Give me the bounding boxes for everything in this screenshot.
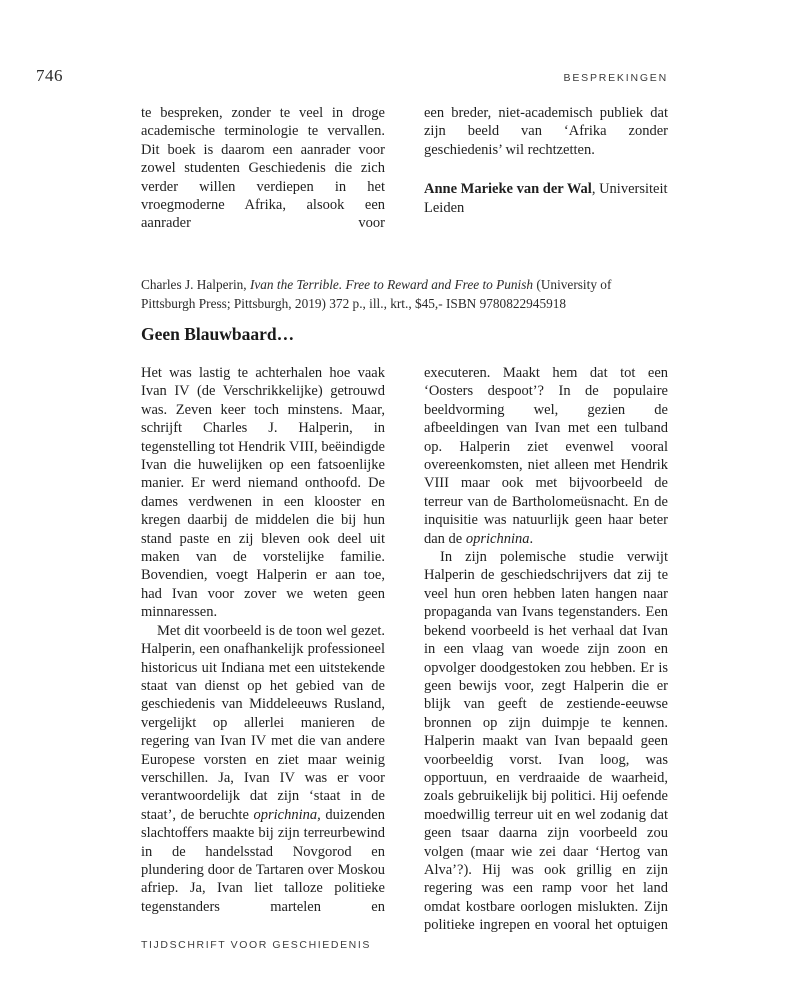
- page-number: 746: [36, 66, 63, 85]
- reviewer-signature: [424, 180, 668, 217]
- journal-footer: TIJDSCHRIFT VOOR GESCHIEDENIS: [141, 939, 371, 951]
- paragraph: Charles J. Halperin, Ivan the Terrible. Free to Reward and Free to Punish (University of Pittsburgh Press; Pittsburgh, 2019) 372 p., ill., krt., $45,- ISBN 9780822945918: [141, 277, 612, 311]
- book-citation: [141, 276, 668, 313]
- review-title: Geen Blauwbaard…: [141, 324, 295, 344]
- previous-review-right-column: [424, 104, 668, 233]
- previous-review-left-column: [141, 104, 385, 233]
- page-header: [36, 66, 668, 86]
- paragraph: In zijn polemische studie verwijt Halperin de geschiedschrijvers dat zij te veel hun oren hebben laten hangen naar propaganda van Ivans tegenstanders. Een bekend voorbeeld is het verhaal dat Ivan in een vlaag van woede zijn zoon en opvolger doodgestoken zou hebben. Er is geen bewijs voor, zegt Halperin die er blijk van geeft de zestiende-eeuwse bronnen op zijn duimpje te kennen. Halperin maakt van Ivan bepaald geen voorbeeldig vorst. Ivan loog, was opportuun, en verdraaide de waarheid, zoals gebruikelijk bij politici. Hij oefende moedwillig terreur uit en wel zodanig dat geen tsaar daarna zijn voorbeeld zou volgen (maar wie zei daar ‘Hertog van Alva’?). Hij was ook grillig en zijn regering was een ramp voor het land omdat kostbare oorlogen mislukten. Zijn politieke ingrepen en vooral het optuigen: [424, 549, 668, 934]
- paragraph: een breder, niet-academisch publiek dat zijn beeld van ‘Afrika zonder geschiedenis’ wil rechtzetten.: [424, 105, 668, 158]
- paragraph: Met dit voorbeeld is de toon wel gezet. Halperin, een onafhankelijk professioneel historicus uit Indiana met een uitstekende staat van dienst op het gebied van de geschiedenis van Middeleeuws Rusland, vergelijkt op allerlei manieren de regering van Ivan IV met die van andere Europese vorsten en ziet maar weinig verschillen. Ja, Ivan IV was er voor verantwoordelijk dat zijn ‘staat in de staat’, de beruchte oprichnina, duizenden slachtoffers maakte bij zijn terreurbewind in de handelsstad Novgorod en plundering door de Tartaren over Moskou afriep. Ja, Ivan liet talloze politieke tegenstanders martelen en: [141, 622, 385, 915]
- paragraph: te bespreken, zonder te veel in droge academische terminologie te vervallen. Dit boek is daarom een aanrader voor zowel studenten Geschiedenis die zich verder willen verdiepen in het vroegmoderne Afrika, alsook een aanrader voor: [141, 105, 385, 232]
- paragraph: executeren. Maakt hem dat tot een ‘Oosters despoot’? In de populaire beeldvorming wel, gezien de afbeeldingen van Ivan met een tulband op. Halperin ziet evenwel vooral overeenkomsten, niet alleen met Hendrik VIII maar ook met bijvoorbeeld de terreur van de Bartholomeüsnacht. En de inquisitie was natuurlijk geen haar beter dan de oprichnina.: [424, 365, 668, 547]
- review-body-right-column: [424, 364, 668, 935]
- reviewer-affiliation: , Universiteit Leiden: [424, 181, 668, 216]
- reviewer-name: Anne Marieke van der Wal: [424, 181, 592, 198]
- review-body: [141, 364, 668, 935]
- previous-review-ending: [141, 104, 668, 233]
- previous-review-right-text: [424, 104, 668, 159]
- paragraph: Het was lastig te achterhalen hoe vaak Ivan IV (de Verschrikkelijke) getrouwd was. Zeven keer toch minstens. Maar, schrijft Charles J. Halperin, in tegenstelling tot Hendrik VIII, beëindigde Ivan die huwelijken op een fatsoenlijke manier. Er werd niemand onthoofd. De dames verdwenen in een klooster en kregen daarbij de middelen die bij hun stand paste en zij bleven ook deel uit maken van de vorstelijke familie. Bovendien, voegt Halperin er aan toe, had Ivan voor zover we weten geen minnaressen.: [141, 365, 385, 621]
- review-body-left-column: [141, 364, 385, 935]
- section-running-head: BESPREKINGEN: [563, 72, 668, 84]
